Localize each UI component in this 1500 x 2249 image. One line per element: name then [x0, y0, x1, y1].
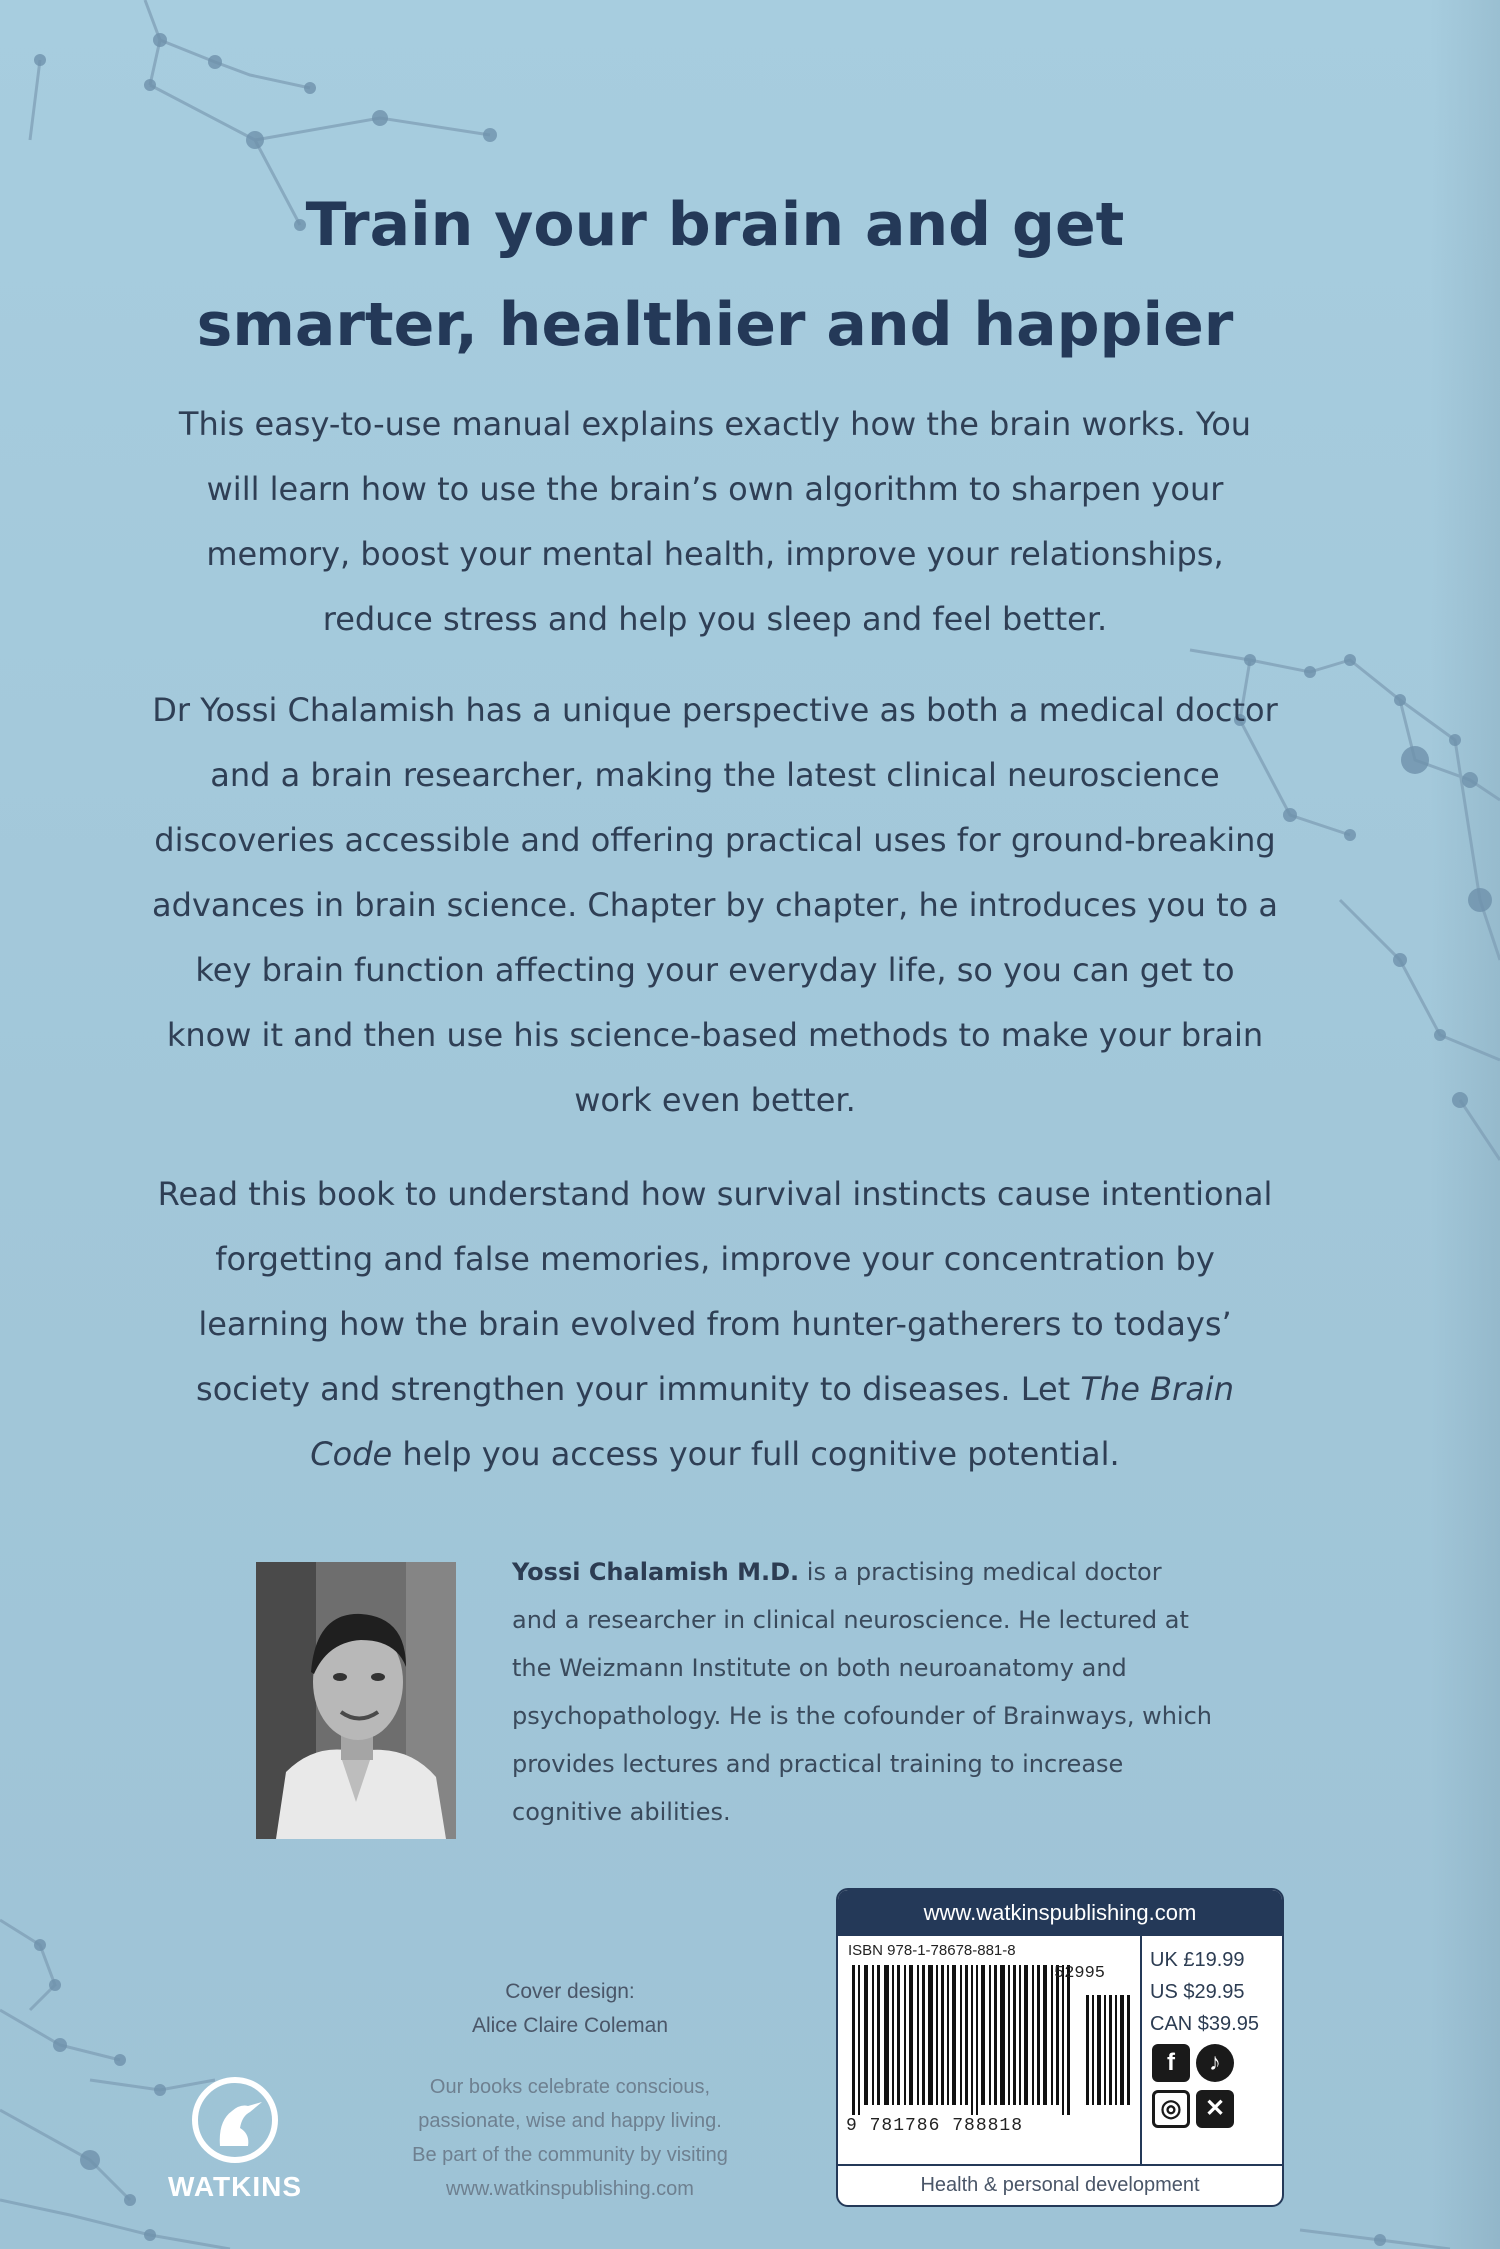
blurb-paragraph-3	[150, 1162, 1280, 1487]
publisher-url: www.watkinspublishing.com	[838, 1890, 1282, 1936]
social-icons	[1152, 2044, 1272, 2136]
cover-designer: Alice Claire Coleman	[471, 2014, 669, 2037]
price-can: CAN $39.95	[1150, 2013, 1259, 2035]
publisher-logo	[150, 2076, 320, 2216]
book-title: The Brain Code	[310, 1370, 1234, 1473]
headline-line-1: Train your brain and get	[305, 190, 1125, 260]
motto-line: passionate, wise and happy living.	[418, 2110, 722, 2132]
motto-line: Our books celebrate conscious,	[429, 2076, 711, 2098]
cover-credit-label: Cover design:	[505, 1980, 635, 2003]
motto-line: Be part of the community by visiting	[412, 2144, 728, 2166]
category-label: Health & personal development	[920, 2174, 1200, 2196]
motto-url: www.watkinspublishing.com	[446, 2178, 694, 2200]
author-bio-text: is a practising medical doctor and a researcher in clinical neuroscience. He lectured at the Weizmann Institute on both neuroanatomy and psychopathology. He is the cofounder of Brainways, which provides lectures and practical training to increase cognitive abilities.	[512, 1558, 1212, 1826]
price-us: US $29.95	[1150, 1981, 1245, 2003]
panel-divider	[1140, 1936, 1142, 2164]
instagram-icon: ◎	[1152, 2090, 1190, 2128]
barcode-panel	[836, 1888, 1284, 2207]
blurb-p3-end: help you access your full cognitive potential.	[392, 1435, 1120, 1473]
headline	[150, 175, 1280, 375]
x-icon: ✕	[1196, 2090, 1234, 2128]
author-bio	[512, 1548, 1212, 1836]
author-photo	[256, 1562, 456, 1839]
heron-icon	[150, 2076, 320, 2171]
barcode-bars	[848, 1965, 1133, 2115]
cover-credit	[420, 1975, 720, 2043]
blurb-p3-start: Read this book to understand how survival instincts cause intentional forgetting and false memories, improve your concentration by learning how the brain evolved from hunter-gatherers to todays’ society and strengthen your immunity to diseases. Let	[157, 1175, 1273, 1408]
tiktok-icon: ♪	[1196, 2044, 1234, 2082]
blurb-paragraph-2: Dr Yossi Chalamish has a unique perspective as both a medical doctor and a brain researcher, making the latest clinical neuroscience discoveries accessible and offering practical uses for ground-breaking advances in brain science. Chapter by chapter, he introduces you to a key brain function affecting your everyday life, so you can get to know it and then use his science-based methods to make your brain work even better.	[152, 691, 1278, 1119]
publisher-motto	[360, 2070, 780, 2206]
headline-line-2: smarter, healthier and happier	[196, 290, 1234, 360]
isbn-label: ISBN 978-1-78678-881-8	[848, 1942, 1016, 1959]
ean-number: 9 781786 788818	[846, 2116, 1024, 2136]
blurb-paragraph-1: This easy-to-use manual explains exactly how the brain works. You will learn how to use the brain’s own algorithm to sharpen your memory, boost your mental health, improve your relationships, reduce stress and help you sleep and feel better.	[178, 405, 1252, 638]
price-code: 52995	[1054, 1964, 1106, 1983]
author-name: Yossi Chalamish M.D.	[512, 1558, 800, 1586]
facebook-icon: f	[1152, 2044, 1190, 2082]
price-list	[1150, 1944, 1259, 2040]
price-uk: UK £19.99	[1150, 1949, 1245, 1971]
publisher-name: WATKINS	[167, 2171, 303, 2202]
